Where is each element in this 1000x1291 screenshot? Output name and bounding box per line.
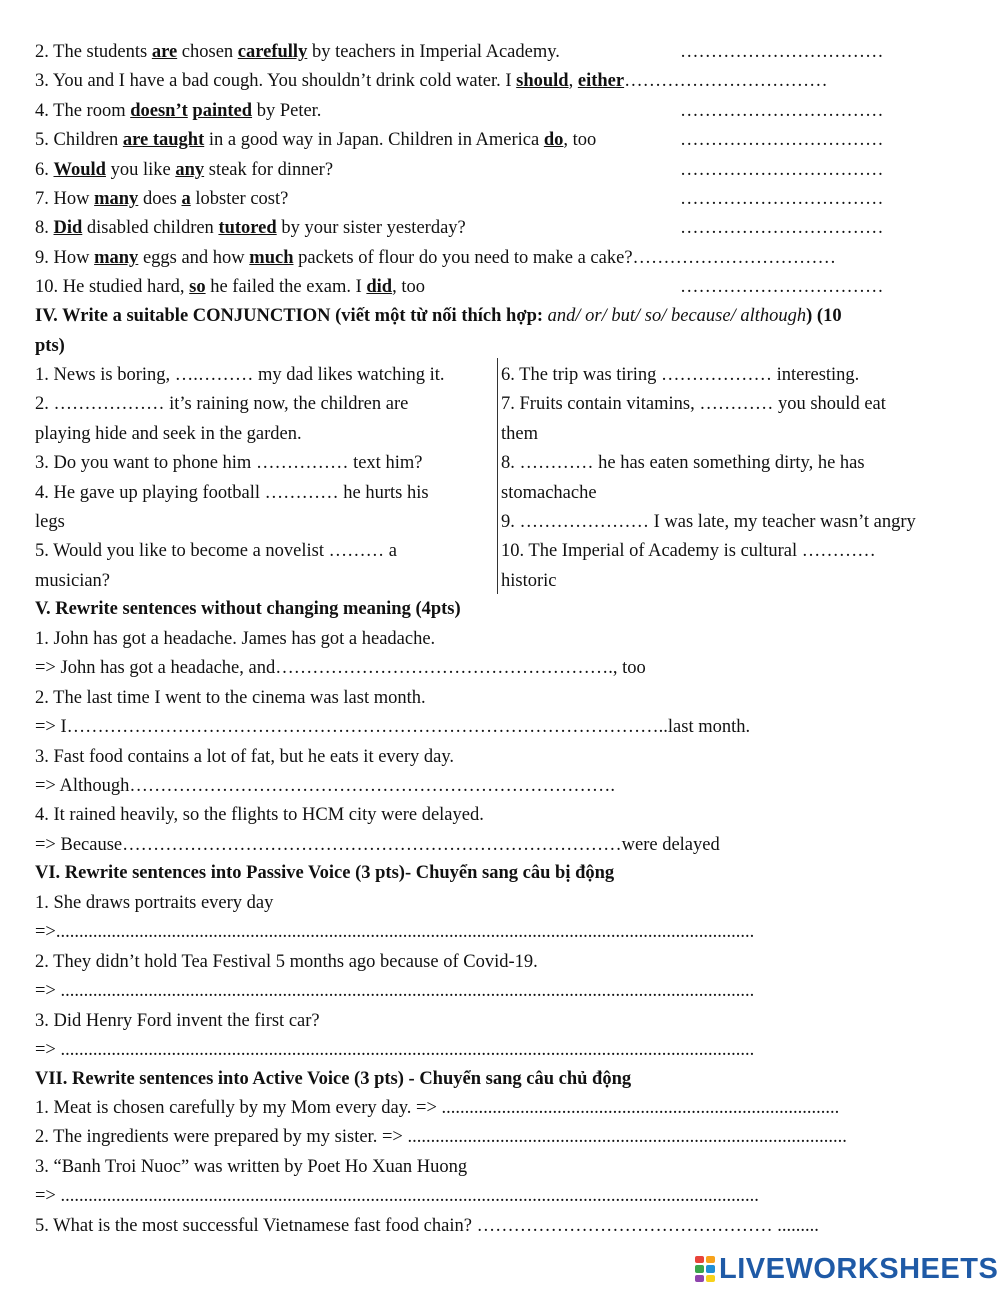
item-text: by teachers in Imperial Academy. (307, 42, 560, 62)
logo-square (695, 1265, 704, 1272)
rewrite-answer-line: => I……………………………………………………………………………………..last month. (35, 717, 751, 738)
item-text: does (138, 189, 182, 209)
conjunction-item-left: musician? (35, 570, 111, 591)
logo-square (706, 1265, 715, 1272)
answer-blank[interactable]: …………………………… (680, 130, 884, 151)
exercise-item (35, 41, 560, 63)
underlined-word: did (366, 277, 393, 298)
underlined-word: are (151, 42, 178, 62)
underlined-word: so (189, 277, 206, 298)
underlined-word: are taught (122, 130, 205, 151)
conjunction-item-right: stomachache (501, 482, 597, 503)
conjunction-item-right: 10. The Imperial of Academy is cultural ………… (501, 541, 876, 562)
rewrite-answer-line: => Because………………………………………………………………………were delayed (35, 834, 720, 855)
item-text: 4. The room (35, 100, 131, 121)
active-prompt: 1. Meat is chosen carefully by my Mom every day. => ...................................................................................... (35, 1098, 840, 1118)
item-text: packets of flour do you need to make a cake?…………………………… (293, 247, 837, 268)
heading-italic: and/ or/ but/ so/ because/ although (543, 306, 807, 326)
item-text: 9. How (35, 247, 95, 268)
item-text: , (568, 71, 578, 92)
passive-answer-line: =>....................................................................................................................................................... (35, 922, 755, 943)
item-text: 5. Children (35, 130, 123, 151)
underlined-word: Did (53, 218, 83, 239)
passive-answer-line: => ...................................................................................................................................................... (35, 1040, 755, 1060)
conjunction-item-left: 2. ……………… it’s raining now, the children are (35, 394, 409, 415)
conjunction-item-left: 5. Would you like to become a novelist ……… a (35, 541, 397, 562)
logo-icon (695, 1256, 715, 1282)
active-prompt: 3. “Banh Troi Nuoc” was written by Poet Ho Xuan Huong (35, 1156, 468, 1177)
exercise-item (35, 276, 425, 298)
item-text: 3. You and I have a bad cough. You shouldn’t drink cold water. I (35, 71, 517, 92)
section-7-heading: VII. Rewrite sentences into Active Voice (3 pts) - Chuyển sang câu chủ động (35, 1069, 632, 1089)
item-text: in a good way in Japan. Children in America (204, 130, 544, 151)
logo-square (706, 1256, 715, 1263)
heading-bold: IV. Write a suitable CONJUNCTION (viết một từ nối thích hợp: (35, 306, 544, 326)
active-prompt: 2. The ingredients were prepared by my sister. => ............................................................................................... (35, 1127, 847, 1148)
item-text: eggs and how (138, 247, 250, 268)
exercise-item (35, 159, 333, 181)
underlined-word: any (175, 159, 205, 180)
logo-square (695, 1256, 704, 1263)
exercise-item (35, 188, 288, 210)
conjunction-item-right: historic (501, 570, 557, 591)
passive-answer-line: => ...................................................................................................................................................... (35, 981, 755, 1002)
conjunction-item-left: 4. He gave up playing football ………… he hurts his (35, 482, 429, 503)
answer-blank[interactable]: …………………………… (680, 277, 884, 298)
item-text: , too (392, 277, 425, 298)
passive-prompt: 1. She draws portraits every day (35, 893, 274, 913)
logo-square (695, 1275, 704, 1282)
exercise-item (35, 100, 321, 122)
item-text: lobster cost? (190, 189, 289, 209)
conjunction-item-right: them (501, 423, 538, 444)
item-text: you like (105, 159, 176, 180)
underlined-word: a (181, 189, 191, 209)
item-text: he failed the exam. I (205, 277, 367, 298)
answer-blank[interactable]: …………………………… (680, 189, 884, 209)
conjunction-item-left: 1. News is boring, ….……… my dad likes watching it. (35, 365, 445, 385)
conjunction-item-right: 6. The trip was tiring ……………… interesting. (501, 365, 860, 385)
item-text: 8. (35, 218, 54, 239)
rewrite-prompt: 1. John has got a headache. James has got a headache. (35, 629, 436, 649)
item-text: 2. The students (35, 42, 152, 62)
item-text: chosen (177, 42, 238, 62)
item-text: , too (563, 130, 597, 151)
conjunction-item-left: 3. Do you want to phone him …………… text him? (35, 453, 423, 474)
exercise-item (35, 70, 828, 92)
exercise-item (35, 129, 596, 151)
section-4-heading-line2: pts) (35, 336, 65, 356)
item-text: disabled children (82, 218, 219, 239)
conjunction-item-left: legs (35, 512, 65, 532)
rewrite-prompt: 4. It rained heavily, so the flights to HCM city were delayed. (35, 805, 484, 826)
passive-prompt: 3. Did Henry Ford invent the first car? (35, 1010, 320, 1031)
answer-blank[interactable]: …………………………… (680, 100, 884, 121)
section-5-heading: V. Rewrite sentences without changing meaning (4pts) (35, 599, 461, 619)
exercise-item (35, 217, 466, 239)
underlined-word: doesn’t (130, 100, 188, 121)
conjunction-item-left: playing hide and seek in the garden. (35, 423, 302, 444)
item-text: 7. How (35, 189, 95, 209)
liveworksheets-logo (695, 1252, 998, 1286)
rewrite-answer-line: => Although……………………………………………………………………. (35, 776, 615, 796)
underlined-word: do (543, 130, 564, 151)
rewrite-answer-line: => John has got a headache, and………………………………………………., too (35, 658, 646, 679)
section-4-heading (35, 305, 842, 327)
exercise-item (35, 247, 836, 269)
active-prompt: 5. What is the most successful Vietnamese fast food chain? ………………………………………… ......... (35, 1215, 819, 1236)
underlined-word: Would (53, 159, 106, 180)
item-text: steak for dinner? (204, 159, 334, 180)
heading-end: ) (10 (806, 306, 842, 326)
conjunction-item-right: 9. ………………… I was late, my teacher wasn’t angry (501, 512, 916, 532)
logo-square (706, 1275, 715, 1282)
underlined-word: many (94, 247, 139, 268)
underlined-word: much (249, 247, 294, 268)
underlined-word: should (516, 71, 569, 92)
conjunction-item-right: 8. ………… he has eaten something dirty, he has (501, 453, 865, 474)
rewrite-prompt: 2. The last time I went to the cinema was last month. (35, 687, 426, 708)
logo-text: LIVEWORKSHEETS (719, 1252, 999, 1285)
underlined-word: painted (192, 100, 253, 121)
item-text: by Peter. (252, 100, 322, 121)
item-text: …………………………… (624, 71, 828, 92)
underlined-word: tutored (218, 218, 277, 239)
answer-blank[interactable]: …………………………… (680, 218, 884, 239)
conjunction-item-right: 7. Fruits contain vitamins, ………… you should eat (501, 394, 886, 415)
section-6-heading: VI. Rewrite sentences into Passive Voice (3 pts)- Chuyển sang câu bị động (35, 863, 615, 883)
answer-blank[interactable]: …………………………… (680, 159, 884, 180)
underlined-word: many (94, 189, 139, 209)
column-divider (497, 358, 498, 594)
passive-prompt: 2. They didn’t hold Tea Festival 5 months ago because of Covid-19. (35, 951, 538, 972)
item-text: 10. He studied hard, (35, 277, 190, 298)
underlined-word: carefully (237, 42, 308, 62)
answer-blank[interactable]: …………………………… (680, 42, 884, 62)
item-text: 6. (35, 159, 54, 180)
rewrite-prompt: 3. Fast food contains a lot of fat, but he eats it every day. (35, 746, 455, 767)
item-text: by your sister yesterday? (276, 218, 466, 239)
underlined-word: either (577, 71, 625, 92)
active-answer-line: => ....................................................................................................................................................... (35, 1186, 759, 1207)
